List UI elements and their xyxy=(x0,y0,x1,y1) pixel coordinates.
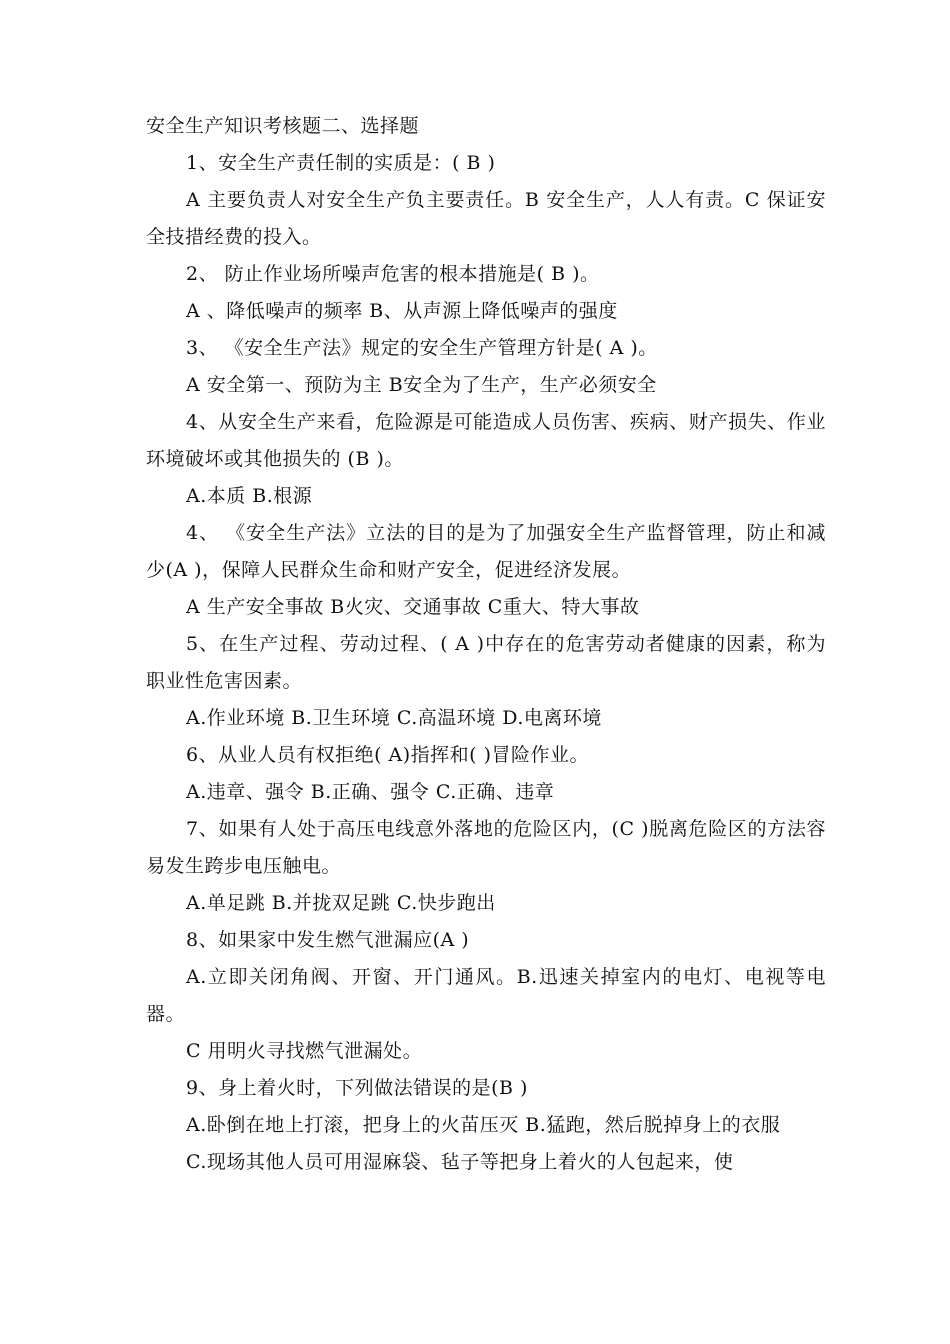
question-8-options: A.立即关闭角阀、开窗、开门通风。B.迅速关掉室内的电灯、电视等电器。 xyxy=(146,966,826,1025)
question-4b: 4、 《安全生产法》立法的目的是为了加强安全生产监督管理，防止和减少(A )，保障人民群众生命和财产安全，促进经济发展。 xyxy=(146,522,826,581)
question-8: 8、如果家中发生燃气泄漏应(A ) xyxy=(186,929,470,951)
question-9-option-c: C.现场其他人员可用湿麻袋、毡子等把身上着火的人包起来，使 xyxy=(186,1151,734,1173)
question-7-options: A.单足跳 B.并拢双足跳 C.快步跑出 xyxy=(186,892,496,914)
question-5-options: A.作业环境 B.卫生环境 C.高温环境 D.电离环境 xyxy=(186,707,602,729)
question-4a: 4、从安全生产来看，危险源是可能造成人员伤害、疾病、财产损失、作业环境破坏或其他损失的 (B )。 xyxy=(146,411,826,470)
question-3: 3、 《安全生产法》规定的安全生产管理方针是( A )。 xyxy=(186,337,658,359)
question-6: 6、从业人员有权拒绝( A)指挥和( )冒险作业。 xyxy=(186,744,590,766)
question-1-options: A 主要负责人对安全生产负主要责任。B 安全生产，人人有责。C 保证安全技措经费的投入。 xyxy=(146,189,826,248)
question-9: 9、身上着火时，下列做法错误的是(B ) xyxy=(186,1077,528,1099)
document-title: 安全生产知识考核题二、选择题 xyxy=(146,115,420,137)
question-1: 1、安全生产责任制的实质是：( B ) xyxy=(186,152,496,174)
question-7: 7、如果有人处于高压电线意外落地的危险区内，(C )脱离危险区的方法容易发生跨步电压触电。 xyxy=(146,818,826,877)
question-6-options: A.违章、强令 B.正确、强令 C.正确、违章 xyxy=(186,781,555,803)
question-2-options: A 、降低噪声的频率 B、从声源上降低噪声的强度 xyxy=(186,300,618,322)
question-5: 5、在生产过程、劳动过程、( A )中存在的危害劳动者健康的因素，称为职业性危害因素。 xyxy=(146,633,826,692)
document-page xyxy=(146,108,826,1181)
question-4b-options: A 生产安全事故 B火灾、交通事故 C重大、特大事故 xyxy=(186,596,640,618)
question-4a-options: A.本质 B.根源 xyxy=(186,485,313,507)
question-3-options: A 安全第一、预防为主 B安全为了生产，生产必须安全 xyxy=(186,374,657,396)
question-8-option-c: C 用明火寻找燃气泄漏处。 xyxy=(186,1040,423,1062)
question-2: 2、 防止作业场所噪声危害的根本措施是( B )。 xyxy=(186,263,600,285)
question-9-options: A.卧倒在地上打滚，把身上的火苗压灭 B.猛跑，然后脱掉身上的衣服 xyxy=(186,1114,781,1136)
